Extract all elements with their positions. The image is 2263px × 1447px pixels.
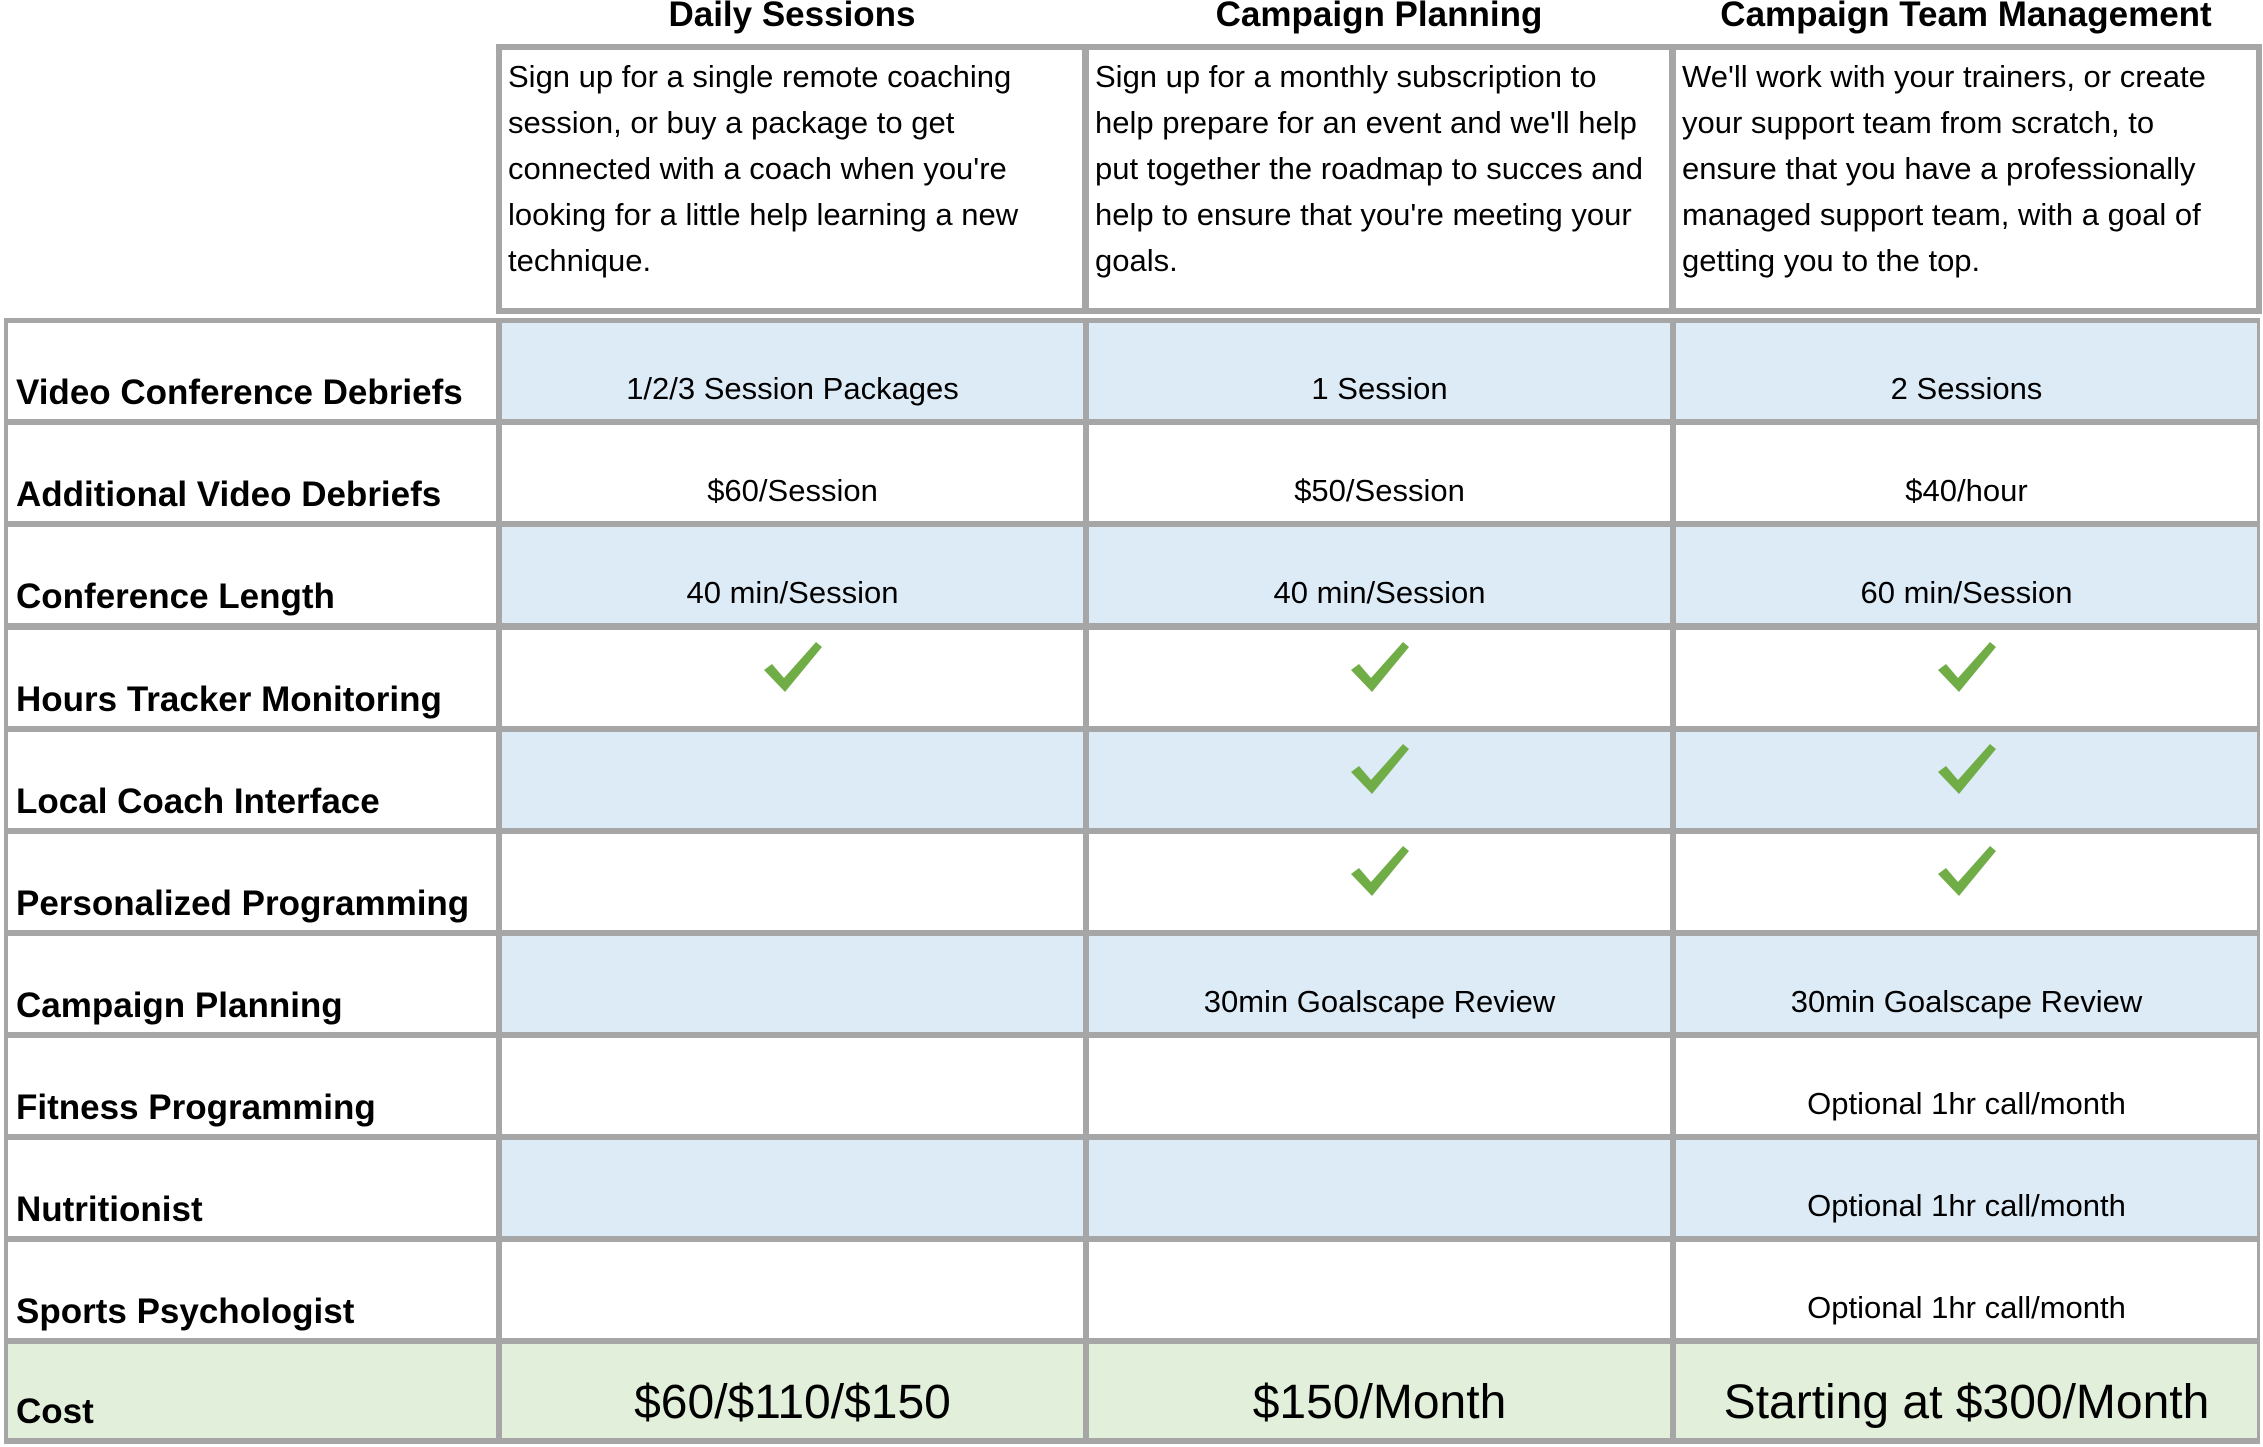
- table-cell: [1089, 1038, 1670, 1134]
- row-label-local-coach-interface: Local Coach Interface: [8, 732, 496, 828]
- row-label-conference-length: Conference Length: [8, 527, 496, 623]
- row-label-nutritionist: Nutritionist: [8, 1140, 496, 1236]
- table-cell: [1089, 1242, 1670, 1338]
- table-cell: 40 min/Session: [1089, 527, 1670, 623]
- table-cell: [1089, 834, 1670, 930]
- table-cell: 30min Goalscape Review: [1089, 936, 1670, 1032]
- table-cell: [502, 1140, 1083, 1236]
- cost-label: Cost: [8, 1344, 496, 1438]
- table-cell: [502, 936, 1083, 1032]
- plan-description-campaign-planning: Sign up for a monthly subscription to help prepare for an event and we'll help put together the roadmap to succes and help to ensure that you're meeting your goals.: [1083, 44, 1675, 314]
- row-label-video-conference-debriefs: Video Conference Debriefs: [8, 323, 496, 419]
- table-cell: [502, 1038, 1083, 1134]
- table-cell: $40/hour: [1676, 425, 2257, 521]
- table-cell: [1676, 732, 2257, 828]
- comparison-table: [4, 318, 2260, 1444]
- check-mark-icon: [1936, 842, 1998, 905]
- table-cell: [1676, 834, 2257, 930]
- table-cell: Optional 1hr call/month: [1676, 1140, 2257, 1236]
- table-cell: 40 min/Session: [502, 527, 1083, 623]
- table-cell: 1/2/3 Session Packages: [502, 323, 1083, 419]
- plan-description-daily-sessions: Sign up for a single remote coaching session, or buy a package to get connected with a coach when you're looking for a little help learning a new technique.: [496, 44, 1088, 314]
- cost-value: Starting at $300/Month: [1676, 1344, 2257, 1438]
- plan-title-campaign-team-management: Campaign Team Management: [1720, 0, 2212, 34]
- table-cell: [502, 732, 1083, 828]
- table-cell: [1089, 1140, 1670, 1236]
- table-cell: Optional 1hr call/month: [1676, 1242, 2257, 1338]
- cost-value: $60/$110/$150: [502, 1344, 1083, 1438]
- table-cell: $60/Session: [502, 425, 1083, 521]
- plan-description-campaign-team-management: We'll work with your trainers, or create your support team from scratch, to ensure that you have a professionally managed support team, with a goal of getting you to the top.: [1670, 44, 2262, 314]
- row-label-additional-video-debriefs: Additional Video Debriefs: [8, 425, 496, 521]
- row-label-fitness-programming: Fitness Programming: [8, 1038, 496, 1134]
- plan-title-daily-sessions: Daily Sessions: [668, 0, 916, 34]
- row-label-personalized-programming: Personalized Programming: [8, 834, 496, 930]
- table-cell: 1 Session: [1089, 323, 1670, 419]
- table-cell: [502, 834, 1083, 930]
- plan-title-campaign-planning: Campaign Planning: [1215, 0, 1543, 34]
- table-cell: Optional 1hr call/month: [1676, 1038, 2257, 1134]
- table-cell: 30min Goalscape Review: [1676, 936, 2257, 1032]
- table-cell: [502, 630, 1083, 726]
- row-label-campaign-planning: Campaign Planning: [8, 936, 496, 1032]
- table-cell: 2 Sessions: [1676, 323, 2257, 419]
- row-label-hours-tracker-monitoring: Hours Tracker Monitoring: [8, 630, 496, 726]
- table-cell: 60 min/Session: [1676, 527, 2257, 623]
- check-mark-icon: [1349, 740, 1411, 803]
- check-mark-icon: [1936, 740, 1998, 803]
- table-cell: [1089, 630, 1670, 726]
- table-cell: [1676, 630, 2257, 726]
- check-mark-icon: [1349, 842, 1411, 905]
- table-cell: $50/Session: [1089, 425, 1670, 521]
- table-cell: [502, 1242, 1083, 1338]
- row-label-sports-psychologist: Sports Psychologist: [8, 1242, 496, 1338]
- cost-value: $150/Month: [1089, 1344, 1670, 1438]
- check-mark-icon: [762, 638, 824, 701]
- check-mark-icon: [1349, 638, 1411, 701]
- table-cell: [1089, 732, 1670, 828]
- check-mark-icon: [1936, 638, 1998, 701]
